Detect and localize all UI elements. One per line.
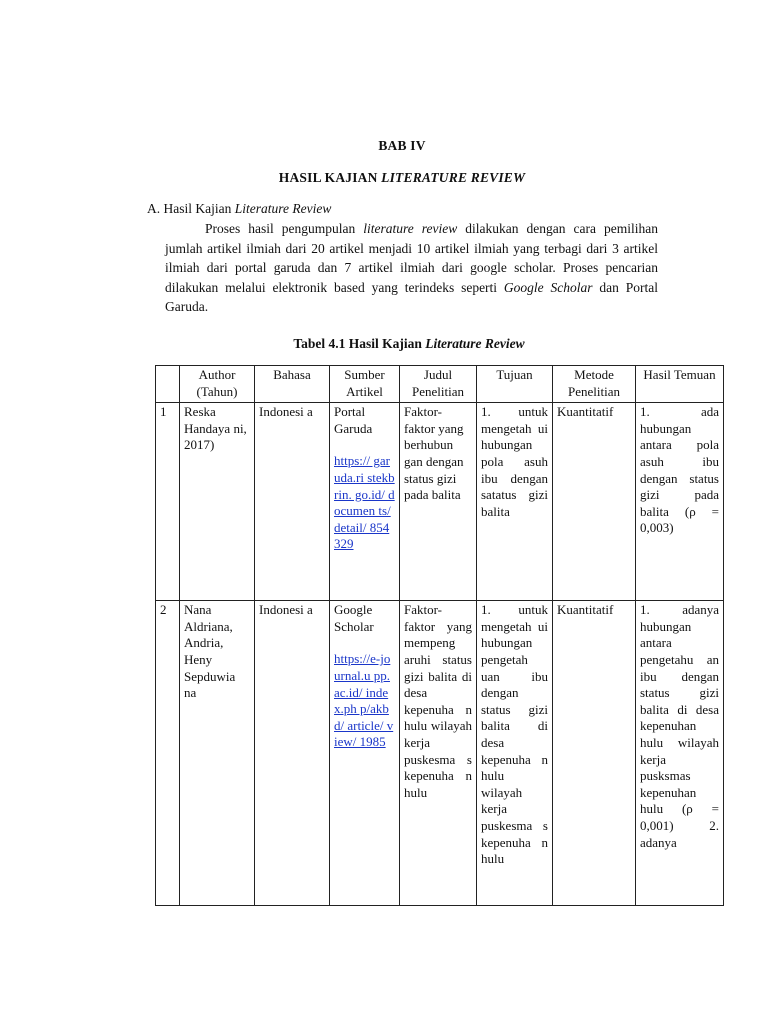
paragraph-part3: dan Portal Garuda.: [165, 279, 658, 315]
section-label-plain: A. Hasil Kajian: [147, 201, 235, 216]
header-sumber: Sumber Artikel: [330, 366, 400, 403]
paragraph-italic1: literature review: [363, 221, 458, 236]
cell-judul: Faktor-faktor yang mempeng aruhi status gizi balita di desa kepenuha n hulu wilayah kerja puskesma s kepenuha n hulu: [400, 601, 477, 906]
cell-sumber: [330, 601, 400, 906]
header-metode: Metode Penelitian: [553, 366, 636, 403]
subtitle-plain: HASIL KAJIAN: [278, 170, 382, 185]
caption-plain: Tabel 4.1 Hasil Kajian: [293, 336, 426, 351]
sumber-name: Portal Garuda: [334, 404, 373, 436]
cell-hasil: 1. ada hubungan antara pola asuh ibu dengan status gizi pada balita (ρ = 0,003): [636, 403, 724, 601]
paragraph-part1: Proses hasil pengumpulan: [205, 221, 364, 236]
paragraph-italic2: Google Scholar: [503, 279, 593, 295]
cell-bahasa: Indonesi a: [255, 601, 330, 906]
article-link[interactable]: https://e-journal.u pp.ac.id/ index.ph p/akbd/ article/ view/ 1985: [334, 651, 394, 750]
sumber-name: Google Scholar: [334, 602, 374, 634]
subtitle-italic: LITERATURE REVIEW: [381, 170, 526, 185]
literature-review-table: [155, 365, 724, 906]
chapter-title: BAB IV: [378, 138, 426, 153]
caption-italic: Literature Review: [425, 336, 525, 351]
cell-hasil: 1. adanya hubungan antara pengetahu an ibu dengan status gizi balita di desa kepenuhan hulu wilayah kerja pusksmas kepenuhan hulu (ρ = 0,001) 2. adanya: [636, 601, 724, 906]
header-bahasa: Bahasa: [255, 366, 330, 403]
header-no: [156, 366, 180, 403]
cell-author: Nana Aldriana, Andria, Heny Sepduwia na: [180, 601, 255, 906]
cell-bahasa: Indonesi a: [255, 403, 330, 601]
header-tujuan: Tujuan: [477, 366, 553, 403]
cell-metode: Kuantitatif: [553, 403, 636, 601]
table-header-row: [156, 366, 724, 403]
cell-no: 2: [156, 601, 180, 906]
header-author: Author (Tahun): [180, 366, 255, 403]
header-hasil: Hasil Temuan: [636, 366, 724, 403]
table-caption: [0, 336, 768, 352]
cell-no: 1: [156, 403, 180, 601]
paragraph-part2: dilakukan dengan cara pemilihan jumlah artikel ilmiah dari 20 artikel menjadi 10 artikel ilmiah yang terbagi dari 3 artikel ilmiah dari portal garuda dan 7 artikel ilmiah dari google scholar. Proses pencarian dilakukan melalui elektronik based yang terindeks seperti: [165, 221, 658, 295]
section-label-italic: Literature Review: [234, 201, 332, 216]
section-heading: [147, 201, 331, 217]
intro-paragraph: [165, 219, 658, 317]
article-link[interactable]: https:// garuda.ri stekbrin. go.id/ documen ts/ detail/ 854329: [334, 453, 395, 552]
cell-tujuan: 1. untuk mengetah ui hubungan pola asuh ibu dengan satatus gizi balita: [477, 403, 553, 601]
header-judul: Judul Penelitian: [400, 366, 477, 403]
cell-judul: Faktor-faktor yang berhubun gan dengan status gizi pada balita: [400, 403, 477, 601]
cell-sumber: [330, 403, 400, 601]
chapter-subtitle: [0, 170, 768, 186]
table-row: [156, 601, 724, 906]
cell-metode: Kuantitatif: [553, 601, 636, 906]
table-row: [156, 403, 724, 601]
cell-tujuan: 1. untuk mengetah ui hubungan pengetah uan ibu dengan status gizi balita di desa kepenuha n hulu wilayah kerja puskesma s kepenuha n hulu: [477, 601, 553, 906]
cell-author: Reska Handaya ni, 2017): [180, 403, 255, 601]
